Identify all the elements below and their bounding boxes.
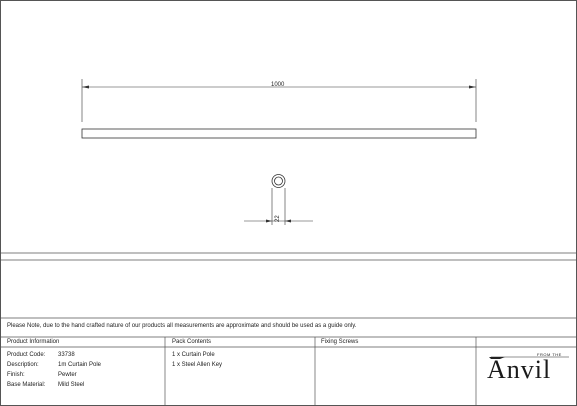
brand-logo-text: Anvil: [487, 355, 552, 384]
pack-item: 1 x Steel Allen Key: [172, 362, 223, 368]
measurement-notice: Please Note, due to the hand crafted nature of our products all measurements are approximate and should be used as a guide only.: [7, 323, 357, 329]
brand-tagline: FROM THE: [537, 352, 562, 357]
base-material-label: Base Material:: [7, 382, 46, 388]
description-label: Description:: [7, 362, 39, 368]
product-info-heading: Product Information: [7, 339, 60, 345]
pack-item: 1 x Curtain Pole: [172, 352, 215, 358]
length-dimension-label: 1000: [271, 82, 285, 88]
diameter-dimension-label: 22: [275, 215, 281, 222]
pole-side-view: [82, 129, 476, 138]
sheet-border: [1, 1, 577, 406]
base-material-value: Mild Steel: [58, 382, 85, 388]
pole-end-view: [272, 175, 285, 188]
product-code-value: 33738: [58, 352, 75, 358]
product-code-label: Product Code:: [7, 352, 46, 358]
finish-label: Finish:: [7, 372, 25, 378]
description-value: 1m Curtain Pole: [58, 362, 102, 368]
finish-value: Pewter: [58, 372, 77, 378]
fixing-screws-heading: Fixing Screws: [321, 339, 359, 345]
pack-contents-heading: Pack Contents: [172, 339, 212, 345]
